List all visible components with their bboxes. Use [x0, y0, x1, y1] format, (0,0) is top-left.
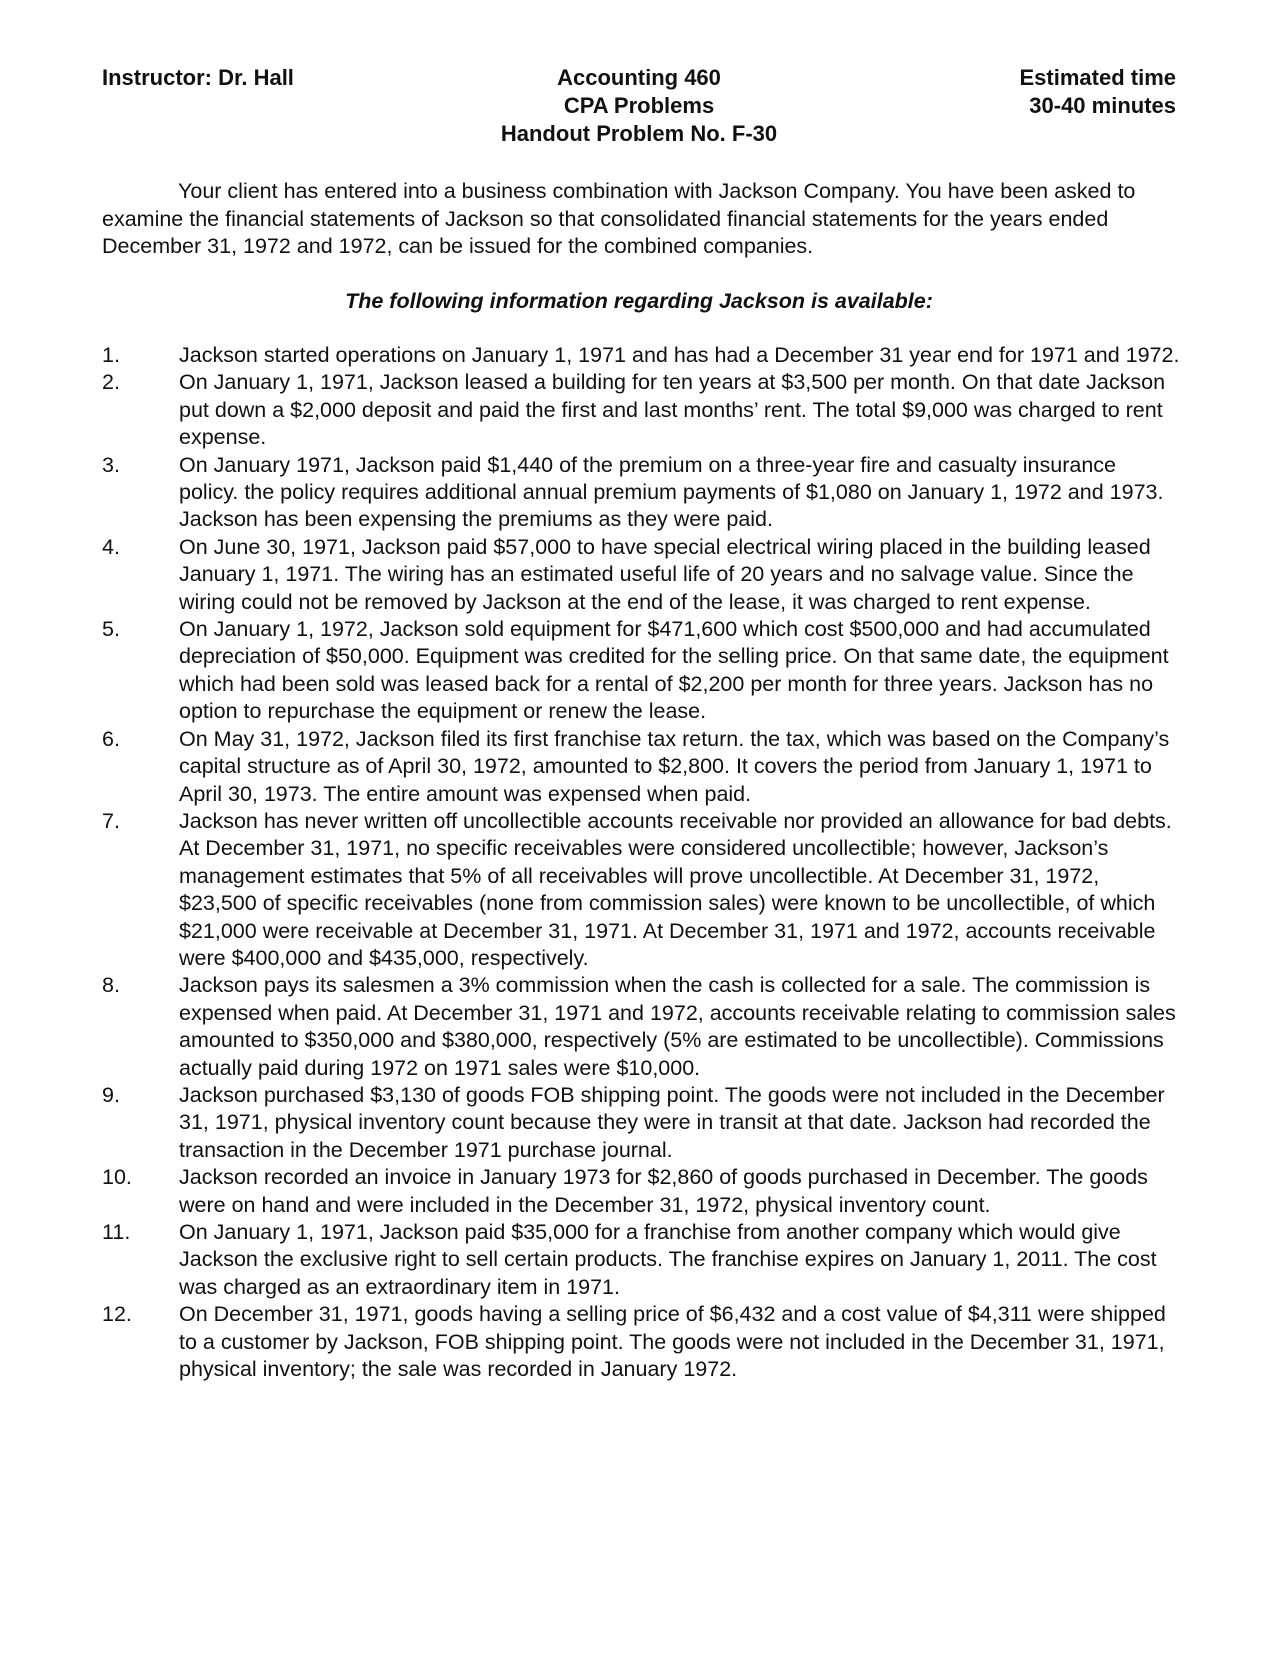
list-item-number: 6.	[102, 726, 120, 751]
list-item-text: On January 1, 1972, Jackson sold equipment for $471,600 which cost $500,000 and had accumulated depreciation of $50,000. Equipment was credited for the selling price. On that same date, the equipment which had been sold was leased back for a rental of $2,200 per month for three years. Jackson has no option to repurchase the equipment or renew the lease.	[179, 617, 1169, 724]
list-item-text: Jackson pays its salesmen a 3% commission when the cash is collected for a sale. The commission is expensed when paid. At December 31, 1971 and 1972, accounts receivable relating to commission sales amounted to $350,000 and $380,000, respectively (5% are estimated to be uncollectible). Commissions actually paid during 1972 on 1971 sales were $10,000.	[179, 973, 1176, 1080]
list-item-number: 3.	[102, 452, 120, 477]
instructor-name: Instructor: Dr. Hall	[102, 65, 294, 90]
list-item	[102, 972, 1180, 1082]
list-item-number: 9.	[102, 1082, 120, 1107]
problem-number: Handout Problem No. F-30	[500, 121, 778, 146]
list-item-text: On June 30, 1971, Jackson paid $57,000 to have special electrical wiring placed in the building leased January 1, 1971. The wiring has an estimated useful life of 20 years and no salvage value. Since the wiring could not be removed by Jackson at the end of the lease, it was charged to rent expense.	[179, 534, 1151, 614]
list-item-text: Jackson has never written off uncollectible accounts receivable nor provided an allowance for bad debts. At December 31, 1971, no specific receivables were considered uncollectible; however, Jackson’s management estimates that 5% of all receivables will prove uncollectible. At December 31, 1972, $23,500 of specific receivables (none from commission sales) were known to be uncollectible, of which $21,000 were receivable at December 31, 1971. At December 31, 1971 and 1972, accounts receivable were $400,000 and $435,000, respectively.	[179, 808, 1172, 970]
intro-paragraph: Your client has entered into a business combination with Jackson Company. You have been asked to examine the financial statements of Jackson so that consolidated financial statements for the years ended December 31, 1972 and 1972, can be issued for the combined companies.	[102, 179, 1136, 258]
list-item	[102, 342, 1180, 369]
list-item-number: 7.	[102, 808, 120, 833]
list-item-number: 4.	[102, 534, 120, 559]
list-item	[102, 534, 1180, 616]
list-item-number: 1.	[102, 343, 120, 367]
course-subtitle: CPA Problems	[563, 93, 715, 118]
list-item	[102, 726, 1180, 808]
course-title: Accounting 460	[557, 65, 721, 90]
list-item	[102, 452, 1180, 534]
list-item-text: Jackson started operations on January 1, 1971 and has had a December 31 year end for 1971 and 1972.	[179, 343, 1180, 367]
information-list	[102, 342, 1180, 1383]
course-title-block	[102, 64, 1176, 148]
list-item-text: On December 31, 1971, goods having a selling price of $6,432 and a cost value of $4,311 were shipped to a customer by Jackson, FOB shipping point. The goods were not included in the December 31, 1971, physical inventory; the sale was recorded in January 1972.	[179, 1302, 1166, 1382]
list-item-text: On January 1, 1971, Jackson paid $35,000 for a franchise from another company which would give Jackson the exclusive right to sell certain products. The franchise expires on January 1, 2011. The cost was charged as an extraordinary item in 1971.	[179, 1220, 1157, 1299]
list-item-number: 11.	[102, 1220, 131, 1244]
estimated-time-block	[1020, 64, 1177, 120]
document-header	[102, 64, 1176, 154]
list-item	[102, 616, 1180, 726]
intro-paragraph-block	[102, 178, 1176, 261]
list-item-text: Jackson recorded an invoice in January 1973 for $2,860 of goods purchased in December. The goods were on hand and were included in the December 31, 1972, physical inventory count.	[179, 1165, 1148, 1217]
list-item-number: 12.	[102, 1302, 132, 1327]
list-item-text: On January 1, 1971, Jackson leased a building for ten years at $3,500 per month. On that date Jackson put down a $2,000 deposit and paid the first and last months’ rent. The total $9,000 was charged to rent expense.	[179, 370, 1166, 450]
list-item	[102, 1164, 1180, 1219]
estimated-time-value: 30-40 minutes	[1029, 93, 1176, 118]
estimated-time-label: Estimated time	[1019, 65, 1176, 90]
section-subheading: The following information regarding Jackson is available:	[345, 289, 933, 313]
list-item	[102, 369, 1180, 451]
list-item-number: 5.	[102, 617, 120, 642]
list-item	[102, 1301, 1180, 1383]
list-item-number: 2.	[102, 370, 120, 395]
list-item	[102, 808, 1180, 972]
list-item-text: On January 1971, Jackson paid $1,440 of the premium on a three-year fire and casualty insurance policy. the policy requires additional annual premium payments of $1,080 on January 1, 1972 and 1973. Jackson has been expensing the premiums as they were paid.	[179, 452, 1164, 532]
list-item	[102, 1219, 1180, 1301]
list-item-text: Jackson purchased $3,130 of goods FOB shipping point. The goods were not included in the December 31, 1971, physical inventory count because they were in transit at that date. Jackson had recorded the transaction in the December 1971 purchase journal.	[179, 1082, 1165, 1162]
list-item-text: On May 31, 1972, Jackson filed its first franchise tax return. the tax, which was based on the Company’s capital structure as of April 30, 1972, amounted to $2,800. It covers the period from January 1, 1971 to April 30, 1973. The entire amount was expensed when paid.	[179, 726, 1170, 806]
list-item-number: 10.	[102, 1165, 132, 1190]
list-item	[102, 1082, 1180, 1164]
list-item-number: 8.	[102, 973, 120, 998]
